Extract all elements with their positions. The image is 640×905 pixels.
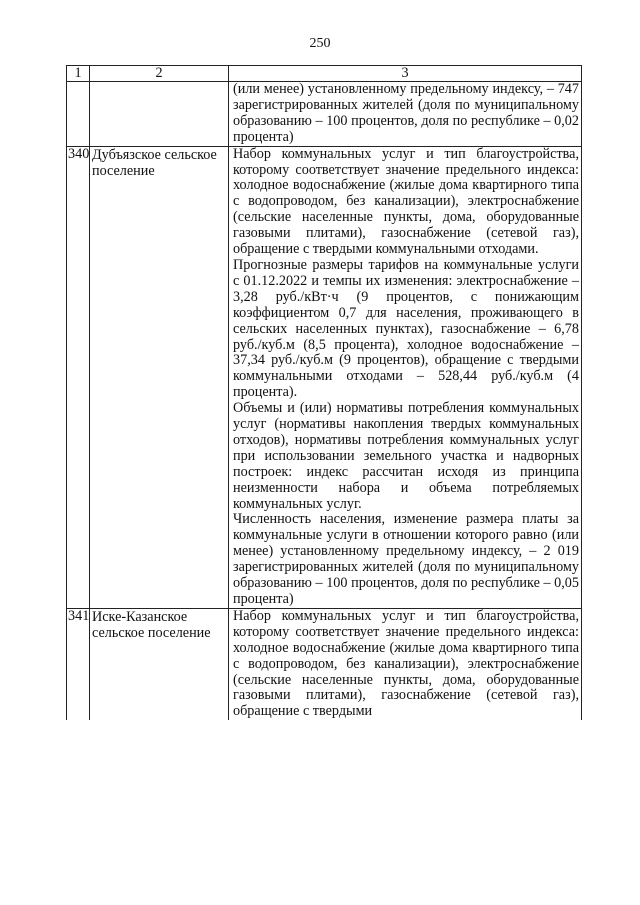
- paragraph: Набор коммунальных услуг и тип благоустройства, которому соответствует значение предельного индекса: холодное водоснабжение (жилые дома квартирного типа с водопроводом, без канализации), электроснабжение (сельские населенные пункты, дома, оборудованные газовыми плитами), газоснабжение (сетевой газ), обращение с твердыми коммунальными отходами.: [233, 145, 579, 258]
- continuation-number-cell: [67, 82, 90, 147]
- header-col-1: 1: [67, 66, 90, 82]
- settlement-name: Иске-Казанское сельское поселение: [90, 608, 229, 720]
- description-cell: [229, 146, 582, 608]
- paragraph: Набор коммунальных услуг и тип благоустройства, которому соответствует значение предельного индекса: холодное водоснабжение (жилые дома квартирного типа с водопроводом, без канализации), электроснабжение (сельские населенные пункты, дома, оборудованные газовыми плитами), газоснабжение (сетевой газ), обращение с твердыми: [233, 607, 579, 720]
- continuation-text-cell: [229, 82, 582, 147]
- paragraph: Численность населения, изменение размера платы за коммунальные услуги в отношении которого равно (или менее) установленному предельному индексу, – 2 019 зарегистрированных жителей (доля по муниципальному образованию – 100 процентов, доля по республике – 0,05 процента): [233, 511, 579, 607]
- paragraph: (или менее) установленному предельному индексу, – 747 зарегистрированных жителей (доля по муниципальному образованию – 100 процентов, доля по республике – 0,02 процента): [233, 81, 579, 145]
- row-number: 340: [67, 146, 90, 608]
- table-row: [67, 146, 582, 608]
- tariff-table: [66, 65, 582, 720]
- row-number: 341: [67, 608, 90, 720]
- table-row: [67, 608, 582, 720]
- header-col-3: 3: [229, 66, 582, 82]
- continuation-settlement-cell: [90, 82, 229, 147]
- paragraph: Объемы и (или) нормативы потребления коммунальных услуг (нормативы накопления твердых коммунальных отходов), нормативы потребления коммунальных услуг при использовании земельного участка и надворных построек: индекс рассчитан исходя из принципа неизменности набора и объема потребляемых коммунальных услуг.: [233, 400, 579, 512]
- page-number: 250: [309, 36, 331, 51]
- table-header-row: [67, 66, 582, 82]
- header-col-2: 2: [90, 66, 229, 82]
- paragraph: Прогнозные размеры тарифов на коммунальные услуги с 01.12.2022 и темпы их изменения: электроснабжение – 3,28 руб./кВт·ч (9 процентов, с понижающим коэффициентом 0,7 для населения, проживающего в сельских населенных пунктах), газоснабжение – 6,78 руб./куб.м (8,5 процента), холодное водоснабжение – 37,34 руб./куб.м (9 процентов), обращение с твердыми коммунальными отходами – 528,44 руб./куб.м (4 процента).: [233, 256, 579, 401]
- continuation-row: [67, 82, 582, 147]
- description-cell: [229, 608, 582, 720]
- settlement-name: Дубъязское сельское поселение: [90, 146, 229, 608]
